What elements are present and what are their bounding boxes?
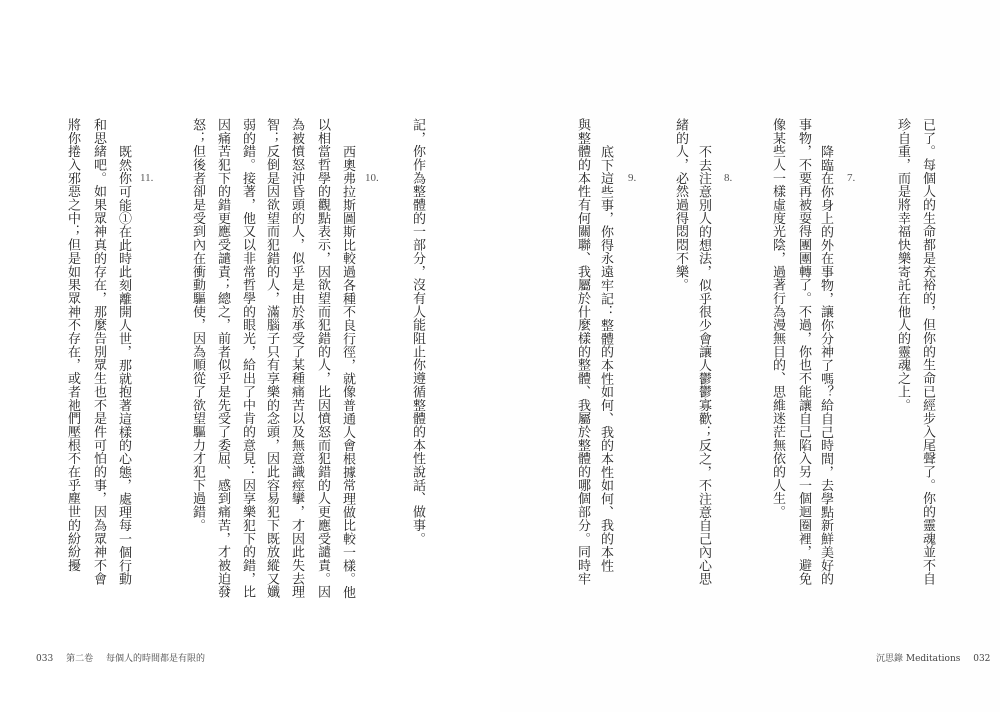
text-column: 因痛苦犯下的錯更應受譴責；總之，前者似乎是先受了委屈、感到痛苦，才被迫發 xyxy=(215,118,230,599)
text-column: 智；反倒是因欲望而犯錯的人，滿腦子只有享樂的念頭，因此容易犯下既放縱又孅 xyxy=(264,118,279,599)
text-column: 既然你可能①在此時此刻離開人世，那就抱著這樣的心態，處理每一個行動 xyxy=(116,145,131,586)
text-column: 降臨在你身上的外在事物，讓你分神了嗎？給自己時間，去學點新鮮美好的 xyxy=(818,145,833,586)
paragraph-number: 10. xyxy=(365,172,379,184)
paragraph-number: 8. xyxy=(724,172,733,184)
text-column: 珍自重，而是將幸福快樂寄託在他人的靈魂之上。 xyxy=(895,118,910,412)
text-column: 不去注意別人的想法，似乎很少會讓人鬱鬱寡歡；反之，不注意自己內心思 xyxy=(696,145,711,586)
left-footer xyxy=(36,651,215,664)
right-page xyxy=(500,0,1000,712)
text-column: 與整體的本性有何關聯、我屬於什麼樣的整體、我屬於整體的哪個部分。同時牢 xyxy=(575,118,590,586)
text-column: 已了。每個人的生命都是充裕的，但你的生命已經步入尾聲了。你的靈魂並不自 xyxy=(920,118,935,586)
text-column: 像某些人一樣虛度光陰，過著行為漫無目的、思維迷茫無依的人生。 xyxy=(770,118,785,519)
paragraph-number: 9. xyxy=(628,172,637,184)
text-column: 事物，不要再被耍得團團轉了。不過，你也不能讓自己陷入另一個迴圈裡，避免 xyxy=(796,118,811,586)
right-footer xyxy=(876,651,1000,664)
text-column: 和思緒吧。如果眾神真的存在，那麼告別眾生也不是件可怕的事，因為眾神不會 xyxy=(91,118,106,586)
chapter-title: 每個人的時間都是有限的 xyxy=(105,654,205,664)
text-column: 為被憤怒沖昏頭的人，似乎是由於承受了某種痛苦以及無意識痙攣，才因此失去理 xyxy=(289,118,304,599)
text-column: 弱的錯。接著，他又以非常哲學的眼光，給出了中肯的意見：因享樂犯下的錯，比 xyxy=(240,118,255,599)
page-number: 032 xyxy=(973,654,991,664)
text-column: 記，你作為整體的一部分，沒有人能阻止你遵循整體的本性說話、做事。 xyxy=(410,118,425,546)
text-column: 底下這些事，你得永遠牢記：整體的本性如何、我的本性如何、我的本性 xyxy=(598,145,613,573)
text-column: 將你捲入邪惡之中；但是如果眾神不存在，或者祂們壓根不在乎塵世的紛紛擾 xyxy=(65,118,80,572)
text-column: 緒的人，必然過得悶悶不樂。 xyxy=(673,118,688,292)
text-column: 西奧弗拉斯圖斯比較過各種不良行徑，就像普通人會根據常理做比較一樣。他 xyxy=(340,145,355,599)
part-label: 第二卷 xyxy=(66,654,94,664)
book-title: 沉思錄 Meditations xyxy=(876,654,961,664)
text-column: 以相當哲學的觀點表示，因欲望而犯錯的人，比因憤怒而犯錯的人更應受譴責。因 xyxy=(315,118,330,599)
paragraph-number: 11. xyxy=(140,172,154,184)
page-number: 033 xyxy=(36,654,54,664)
text-column: 怒；但後者卻是受到內在衝動驅使，因為順從了欲望驅力才犯下過錯。 xyxy=(190,118,205,532)
paragraph-number: 7. xyxy=(847,172,856,184)
